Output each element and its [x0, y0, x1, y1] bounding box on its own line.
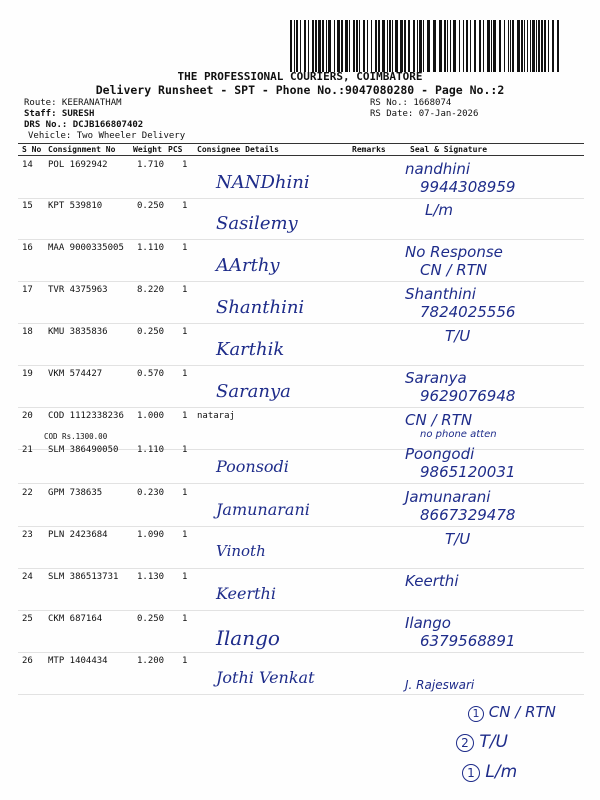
- row-sno: 23: [22, 530, 33, 540]
- barcode-bar: [417, 20, 418, 72]
- row-separator: [18, 198, 584, 199]
- barcode-bar: [491, 20, 492, 72]
- barcode-bar: [349, 20, 350, 72]
- row-pcs: 1: [182, 411, 188, 421]
- barcode-bar: [300, 20, 301, 72]
- row-signature-handwritten: Keerthi: [405, 572, 459, 590]
- header-rule-bottom: [18, 155, 584, 156]
- row-weight: 1.200: [137, 656, 165, 666]
- row-separator: [18, 323, 584, 324]
- vehicle-label: Vehicle: Two Wheeler Delivery: [28, 131, 186, 141]
- row-consignment-no: PLN 2423684: [48, 530, 108, 540]
- row-pcs: 1: [182, 201, 188, 211]
- row-pcs: 1: [182, 445, 188, 455]
- barcode-bar: [444, 20, 446, 72]
- row-pcs: 1: [182, 530, 188, 540]
- barcode-bar: [447, 20, 448, 72]
- row-consignee-handwritten: AArthy: [216, 255, 280, 276]
- row-weight: 1.090: [137, 530, 165, 540]
- col-weight: Weight: [133, 145, 162, 154]
- row-sno: 18: [22, 327, 33, 337]
- row-consignee: nataraj: [197, 411, 235, 421]
- barcode-bar: [466, 20, 468, 72]
- barcode-bar: [322, 20, 324, 72]
- barcode-bar: [371, 20, 372, 72]
- barcode-bar: [450, 20, 451, 72]
- row-pcs: 1: [182, 488, 188, 498]
- barcode-bar: [356, 20, 358, 72]
- row-separator: [18, 568, 584, 569]
- row-sno: 22: [22, 488, 33, 498]
- row-signature-note: 7824025556: [420, 303, 516, 321]
- col-consignee: Consignee Details: [197, 145, 279, 154]
- row-pcs: 1: [182, 327, 188, 337]
- row-pcs: 1: [182, 160, 188, 170]
- row-consignment-no: VKM 574427: [48, 369, 103, 379]
- barcode-bar: [527, 20, 528, 72]
- barcode-bar: [453, 20, 456, 72]
- barcode-bar: [337, 20, 340, 72]
- row-consignment-no: SLM 386490050: [48, 445, 119, 455]
- barcode-bar: [395, 20, 398, 72]
- barcode-bar: [557, 20, 559, 72]
- row-pcs: 1: [182, 614, 188, 624]
- barcode-bar: [387, 20, 388, 72]
- barcode-bar: [504, 20, 505, 72]
- barcode-bar: [536, 20, 537, 72]
- barcode-bar: [524, 20, 525, 72]
- barcode-bar: [413, 20, 415, 72]
- row-separator: [18, 694, 584, 695]
- row-weight: 0.250: [137, 327, 165, 337]
- row-weight: 1.000: [137, 411, 165, 421]
- row-weight: 0.250: [137, 201, 165, 211]
- row-signature-handwritten: No Response: [405, 243, 503, 261]
- barcode-bar: [548, 20, 549, 72]
- barcode-bar: [423, 20, 424, 72]
- row-signature-handwritten: T/U: [445, 327, 471, 345]
- row-consignee-handwritten: Saranya: [216, 381, 291, 402]
- barcode-bar: [296, 20, 298, 72]
- row-consignee-handwritten: Karthik: [216, 339, 285, 360]
- row-sno: 14: [22, 160, 33, 170]
- barcode-bar: [345, 20, 348, 72]
- barcode-bar: [538, 20, 540, 72]
- barcode-bar: [439, 20, 442, 72]
- row-signature-note: 6379568891: [420, 632, 516, 650]
- rs-number: RS No.: 1668074: [370, 98, 452, 108]
- barcode-bar: [353, 20, 355, 72]
- row-cod-amount: COD Rs.1300.00: [44, 432, 108, 441]
- row-weight: 1.110: [137, 445, 165, 455]
- barcode-bar: [433, 20, 436, 72]
- footer-num-1: 1: [468, 706, 484, 722]
- row-consignment-no: TVR 4375963: [48, 285, 108, 295]
- barcode-bar: [493, 20, 496, 72]
- row-sno: 21: [22, 445, 33, 455]
- row-consignee-handwritten: Sasilemy: [216, 213, 298, 234]
- barcode-bar: [508, 20, 509, 72]
- barcode: [288, 20, 564, 72]
- footer-num-2: 2: [456, 734, 474, 752]
- row-signature-handwritten: Saranya: [405, 369, 467, 387]
- barcode-bar: [308, 20, 309, 72]
- barcode-bar: [315, 20, 317, 72]
- row-separator: [18, 652, 584, 653]
- barcode-bar: [521, 20, 523, 72]
- row-consignment-no: CKM 687164: [48, 614, 103, 624]
- row-weight: 1.110: [137, 243, 165, 253]
- row-signature-note: 9629076948: [420, 387, 516, 405]
- barcode-bar: [541, 20, 543, 72]
- row-weight: 0.230: [137, 488, 165, 498]
- row-signature-handwritten: nandhini: [405, 160, 471, 178]
- barcode-bar: [499, 20, 501, 72]
- barcode-bar: [427, 20, 430, 72]
- row-consignment-no: COD 1112338236: [48, 411, 124, 421]
- row-separator: [18, 239, 584, 240]
- row-consignee-handwritten: Poonsodi: [216, 457, 289, 476]
- row-consignee-handwritten: Shanthini: [216, 297, 305, 318]
- row-sno: 20: [22, 411, 33, 421]
- barcode-bar: [408, 20, 410, 72]
- drs-label: DRS No.: DCJB166807402: [24, 120, 144, 130]
- row-consignee-handwritten: NANDhini: [216, 172, 310, 193]
- row-weight: 1.130: [137, 572, 165, 582]
- row-pcs: 1: [182, 656, 188, 666]
- row-separator: [18, 483, 584, 484]
- col-sno: S No: [22, 145, 42, 154]
- barcode-bar: [359, 20, 360, 72]
- barcode-bar: [318, 20, 321, 72]
- barcode-bar: [487, 20, 490, 72]
- row-separator: [18, 407, 584, 408]
- row-sno: 17: [22, 285, 33, 295]
- barcode-bar: [341, 20, 343, 72]
- row-consignment-no: KMU 3835836: [48, 327, 108, 337]
- barcode-bar: [363, 20, 365, 72]
- rs-date: RS Date: 07-Jan-2026: [370, 109, 479, 119]
- barcode-bar: [404, 20, 406, 72]
- barcode-bar: [463, 20, 464, 72]
- col-pcs: PCS: [168, 145, 183, 154]
- barcode-bar: [328, 20, 331, 72]
- row-signature-handwritten: L/m: [425, 201, 454, 219]
- row-signature-handwritten: CN / RTN: [405, 411, 473, 429]
- row-sno: 26: [22, 656, 33, 666]
- row-weight: 8.220: [137, 285, 165, 295]
- row-separator: [18, 365, 584, 366]
- row-signature-note: 9944308959: [420, 178, 516, 196]
- barcode-bar: [479, 20, 481, 72]
- row-pcs: 1: [182, 243, 188, 253]
- barcode-bar: [470, 20, 471, 72]
- row-pcs: 1: [182, 369, 188, 379]
- row-consignee-handwritten: Jothi Venkat: [216, 668, 315, 687]
- barcode-bar: [392, 20, 393, 72]
- row-separator: [18, 610, 584, 611]
- barcode-bar: [375, 20, 377, 72]
- row-sno: 15: [22, 201, 33, 211]
- row-signature-handwritten: J. Rajeswari: [405, 678, 475, 692]
- barcode-bar: [367, 20, 368, 72]
- row-signature-handwritten: Shanthini: [405, 285, 476, 303]
- barcode-bar: [389, 20, 391, 72]
- row-consignment-no: GPM 738635: [48, 488, 103, 498]
- barcode-bar: [517, 20, 520, 72]
- footer-num-3: 1: [462, 764, 480, 782]
- route-label: Route: KEERANATHAM: [24, 98, 122, 108]
- row-signature-note: 9865120031: [420, 463, 516, 481]
- row-consignee-handwritten: Ilango: [216, 626, 280, 650]
- barcode-bar: [378, 20, 380, 72]
- row-sno: 16: [22, 243, 33, 253]
- barcode-bar: [294, 20, 295, 72]
- barcode-bar: [510, 20, 511, 72]
- barcode-bar: [326, 20, 327, 72]
- barcode-bar: [290, 20, 292, 72]
- row-signature-handwritten: T/U: [445, 530, 471, 548]
- row-signature-handwritten: Poongodi: [405, 445, 475, 463]
- row-sno: 25: [22, 614, 33, 624]
- company-title: THE PROFESSIONAL COURIERS, COIMBATORE: [177, 70, 423, 83]
- barcode-bar: [544, 20, 546, 72]
- row-consignment-no: MAA 9000335005: [48, 243, 124, 253]
- footer-note-1: [468, 703, 556, 722]
- row-signature-note: CN / RTN: [420, 261, 488, 279]
- row-weight: 0.570: [137, 369, 165, 379]
- row-separator: [18, 281, 584, 282]
- row-weight: 1.710: [137, 160, 165, 170]
- col-remarks: Remarks: [352, 145, 386, 154]
- row-pcs: 1: [182, 285, 188, 295]
- barcode-bar: [419, 20, 422, 72]
- header-rule-top: [18, 143, 584, 144]
- row-sno: 19: [22, 369, 33, 379]
- row-pcs: 1: [182, 572, 188, 582]
- row-signature-handwritten: Ilango: [405, 614, 451, 632]
- barcode-bar: [334, 20, 335, 72]
- barcode-bar: [552, 20, 554, 72]
- col-signature: Seal & Signature: [410, 145, 488, 154]
- barcode-bar: [400, 20, 403, 72]
- col-consignment: Consignment No: [48, 145, 116, 154]
- barcode-bar: [304, 20, 306, 72]
- runsheet-subtitle: Delivery Runsheet - SPT - Phone No.:9047080280 - Page No.:2: [95, 83, 505, 97]
- barcode-bar: [512, 20, 514, 72]
- row-signature-handwritten: Jamunarani: [405, 488, 491, 506]
- row-signature-note: no phone atten: [420, 429, 497, 440]
- row-consignment-no: KPT 539810: [48, 201, 103, 211]
- footer-note-2: [456, 732, 508, 752]
- barcode-bar: [459, 20, 460, 72]
- barcode-bar: [532, 20, 535, 72]
- barcode-bar: [483, 20, 484, 72]
- row-signature-note: 8667329478: [420, 506, 516, 524]
- row-weight: 0.250: [137, 614, 165, 624]
- footer-note-3-text: L/m: [485, 762, 518, 782]
- row-consignee-handwritten: Jamunarani: [216, 500, 310, 519]
- row-consignee-handwritten: Keerthi: [216, 584, 276, 603]
- footer-note-2-text: T/U: [479, 732, 508, 752]
- staff-label: Staff: SURESH: [24, 109, 95, 119]
- row-sno: 24: [22, 572, 33, 582]
- footer-note-3: [462, 762, 517, 782]
- barcode-bar: [382, 20, 385, 72]
- barcode-bar: [474, 20, 476, 72]
- footer-note-1-text: CN / RTN: [488, 703, 556, 721]
- barcode-bar: [312, 20, 314, 72]
- barcode-bar: [530, 20, 531, 72]
- row-consignment-no: POL 1692942: [48, 160, 108, 170]
- row-separator: [18, 526, 584, 527]
- row-consignment-no: SLM 386513731: [48, 572, 119, 582]
- row-consignment-no: MTP 1404434: [48, 656, 108, 666]
- row-consignee-handwritten: Vinoth: [216, 542, 266, 560]
